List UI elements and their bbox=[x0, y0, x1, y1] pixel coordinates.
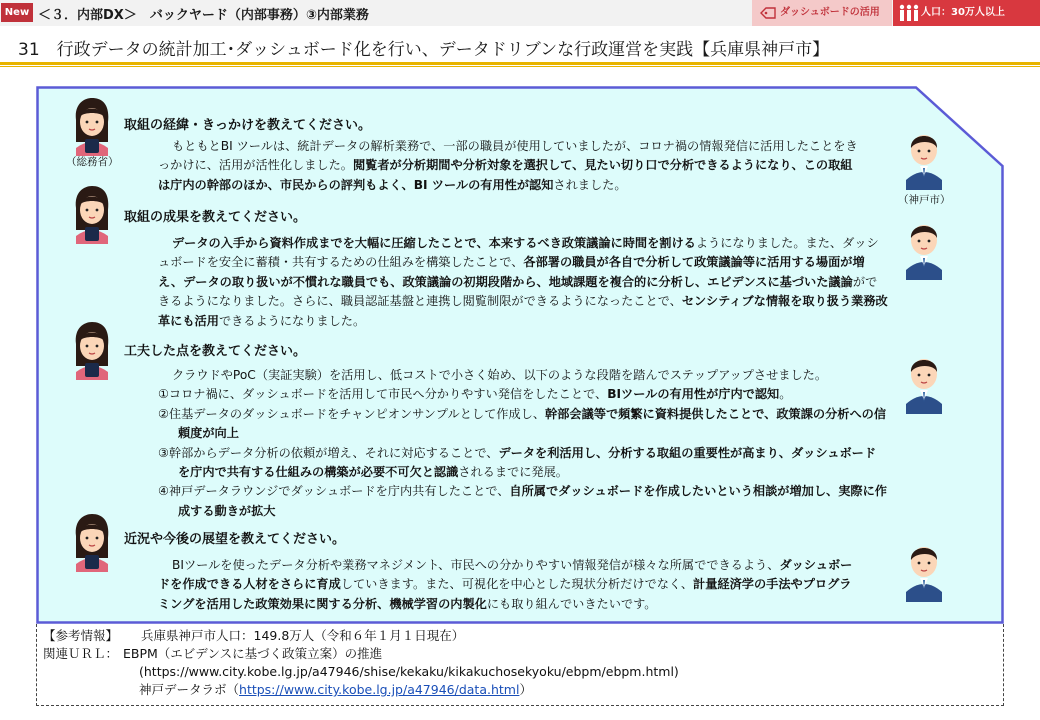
kobe-speaker-avatar-3 bbox=[902, 352, 946, 414]
title-divider bbox=[0, 62, 1040, 65]
emphasized-text: データを利活用し、分析する取組の重要性が高まり、ダッシュボードを庁内で共有する仕組みの構築が必要不可欠と認識 bbox=[178, 445, 877, 480]
emphasized-text: BIツールの有用性が庁内で認知 bbox=[607, 387, 780, 402]
emphasized-text: 計量経済学の手法やプログラミングを活用した政策効果に関する分析、機械学習の内製化 bbox=[158, 577, 852, 611]
ebpm-url[interactable]: (https://www.city.kobe.lg.jp/a47946/shise/kekaku/kikakuchosekyoku/ebpm/ebpm.html) bbox=[139, 664, 679, 679]
kobe-data-lab-line bbox=[139, 681, 532, 699]
body-text: 。 bbox=[779, 387, 792, 402]
emphasized-text: データの入手から資料作成までを大幅に圧縮したことで、本来するべき政策議論に時間を割ける bbox=[172, 236, 696, 250]
step-item bbox=[158, 444, 888, 483]
population-category-tag bbox=[893, 0, 1040, 26]
body-text: ④神戸データラウンジでダッシュボードを庁内共有したことで、 bbox=[158, 484, 510, 499]
answer-4 bbox=[158, 556, 858, 614]
question-4: 近況や今後の展望を教えてください。 bbox=[124, 532, 346, 547]
ebpm-title: EBPM（エビデンスに基づく政策立案）の推進 bbox=[123, 646, 383, 661]
body-text: BIツールを使ったデータ分析や業務マネジメント、市民への分かりやすい情報発信が様々な所属でできるよう、 bbox=[172, 558, 780, 572]
ministry-speaker-avatar-3 bbox=[70, 322, 114, 382]
body-text: できるようになりました。 bbox=[218, 313, 366, 328]
answer-1 bbox=[158, 137, 858, 195]
emphasized-text: 各部署の職員が各自で分析して政策議論等に活用する場面が増え、データの取り扱いが不慣れな職員でも、政策議論の初期段階から、地域課題を複合的に分析し、エビデンスに基づいた議論 bbox=[158, 255, 865, 289]
kobe-caption: （神戸市） bbox=[898, 194, 951, 206]
data-lab-link[interactable]: https://www.city.kobe.lg.jp/a47946/data.html bbox=[239, 682, 520, 697]
body-text: もともとBI ツールは、統計データの解析業務で、一部の職員が使用していましたが、コロナ禍の情報発信に活用したことをきっかけに、活用が活性化しました。 bbox=[158, 139, 858, 173]
ministry-caption: （総務省） bbox=[66, 156, 119, 168]
ministry-speaker-avatar-4 bbox=[70, 514, 114, 574]
question-2: 取組の成果を教えてください。 bbox=[124, 210, 307, 225]
kobe-speaker-avatar-1 bbox=[902, 128, 946, 190]
emphasized-text: センシティブな情報を取り扱う業務改革にも活用 bbox=[158, 294, 888, 328]
question-3: 工夫した点を教えてください。 bbox=[124, 344, 307, 359]
body-text: ③幹部からデータ分析の依頼が増え、それに対応することで、 bbox=[158, 445, 499, 460]
body-text: していきます。また、可視化を中心とした現状分析だけでなく、 bbox=[340, 577, 694, 592]
emphasized-text: ダッシュボードを作成できる人材をさらに育成 bbox=[158, 558, 853, 592]
ministry-speaker-avatar-1 bbox=[70, 98, 114, 158]
step-item bbox=[158, 385, 888, 404]
breadcrumb: ＜３．内部DX＞ バックヤード（内部事務）③内部業務 bbox=[38, 8, 369, 23]
step-item bbox=[158, 405, 888, 444]
tag-icon bbox=[760, 6, 776, 20]
answer-3-intro: クラウドやPoC（実証実験）を活用し、低コストで小さく始め、以下のような段階を踏んでステップアップさせました。 bbox=[172, 368, 828, 382]
page-title: 31 行政データの統計加工･ダッシュボード化を行い、データドリブンな行政運営を実践【兵庫県神戸市】 bbox=[18, 40, 830, 60]
body-text: にも取り組んでいきたいです。 bbox=[486, 596, 657, 611]
question-1: 取組の経緯・きっかけを教えてください。 bbox=[124, 118, 372, 133]
step-item bbox=[158, 482, 888, 521]
body-text: されるまでに発展。 bbox=[458, 465, 568, 480]
body-text: ①コロナ禍に、ダッシュボードを活用して市民へ分かりやすい発信をしたことで、 bbox=[158, 387, 608, 402]
body-text: されました。 bbox=[553, 177, 627, 192]
answer-2 bbox=[158, 234, 888, 331]
dashboard-category-tag bbox=[752, 0, 892, 26]
kobe-speaker-avatar-4 bbox=[902, 540, 946, 602]
emphasized-text: 幹部会議等で頻繁に資料提供したことで、政策課の分析への信頼度が向上 bbox=[178, 406, 887, 441]
body-text: ようになりました。また、ダッシュボードを安全に蓄積・共有するための仕組みを構築したことで、 bbox=[158, 236, 879, 270]
top-header-bar bbox=[0, 0, 1040, 26]
new-badge: New bbox=[1, 3, 33, 22]
data-lab-label: 神戸データラボ（ bbox=[139, 682, 240, 697]
title-divider-thin bbox=[0, 66, 1040, 67]
answer-3 bbox=[158, 366, 888, 521]
population-tag-label: 人口：30万人以上 bbox=[921, 7, 1005, 18]
emphasized-text: 自所属でダッシュボードを作成したいという相談が増加し、実際に作成する動きが拡大 bbox=[178, 484, 887, 518]
kobe-speaker-avatar-2 bbox=[902, 218, 946, 280]
body-text: ができるようになりました。さらに、職員認証基盤と連携し閲覧制限ができるようになったことで、 bbox=[158, 274, 878, 309]
ministry-speaker-avatar-2 bbox=[70, 186, 114, 246]
people-icon bbox=[898, 4, 920, 22]
data-lab-close: ） bbox=[519, 682, 532, 697]
ref-population: 兵庫県神戸市人口：149.8万人（令和６年１月１日現在） bbox=[141, 628, 465, 643]
dashboard-tag-label: ダッシュボードの活用 bbox=[780, 7, 880, 18]
reference-info-box bbox=[36, 624, 1004, 706]
url-label: 関連ＵＲＬ： bbox=[43, 646, 119, 661]
emphasized-text: 閲覧者が分析期間や分析対象を選択して、見たい切り口で分析できるようになり、この取組は庁内の幹部のほか、市民からの評判もよく、BI ツールの有用性が認知 bbox=[158, 158, 853, 192]
body-text: ②住基データのダッシュボードをチャンピオンサンプルとして作成し、 bbox=[158, 406, 546, 421]
ref-label: 【参考情報】 bbox=[43, 628, 119, 643]
